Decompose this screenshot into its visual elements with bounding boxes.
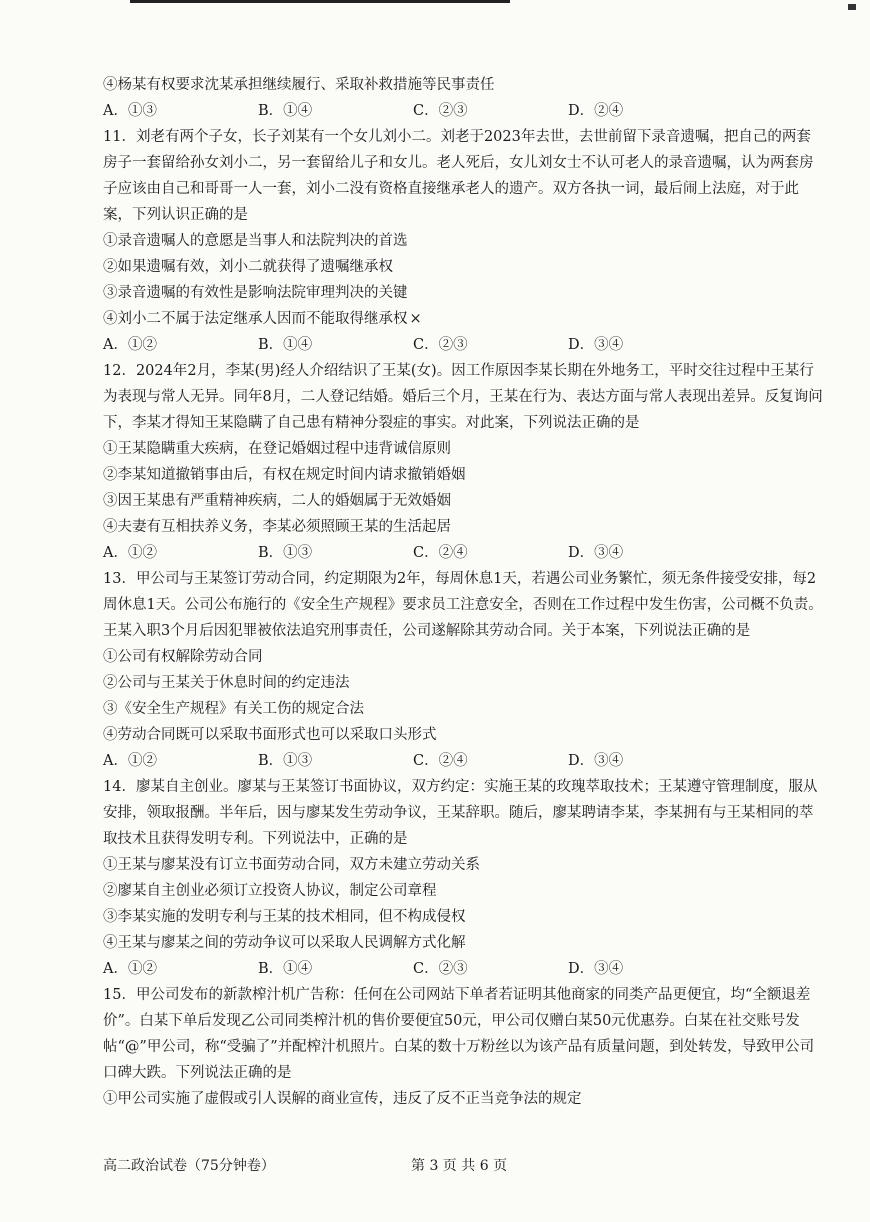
option-b: B．①③ <box>258 753 313 769</box>
question-item: ②公司与王某关于休息时间的约定违法 <box>103 675 350 691</box>
page-number: 第 3 页 共 6 页 <box>411 1158 508 1174</box>
answer-options <box>103 540 823 566</box>
exam-page <box>103 72 823 1112</box>
option-b: B．①④ <box>258 103 313 119</box>
question-item <box>103 306 823 332</box>
scan-top-rule <box>130 0 510 3</box>
option-d: D．③④ <box>568 961 624 977</box>
answer-options <box>103 748 823 774</box>
question-item: ④夫妻有互相扶养义务，李某必须照顾王某的生活起居 <box>103 519 451 535</box>
option-c: C．②③ <box>413 103 468 119</box>
item-text: ④刘小二不属于法定继承人因而不能取得继承权 <box>103 311 408 327</box>
question-stem: 13．甲公司与王某签订劳动合同，约定期限为2年，每周休息1天，若遇公司业务繁忙，须无条件接受安排，每2周休息1天。公司公布施行的《安全生产规程》要求员工注意安全，否则在工作过程中发生伤害，公司概不负责。王某入职3个月后因犯罪被依法追究刑事责任，公司遂解除其劳动合同。关于本案，下列说法正确的是 <box>103 571 823 639</box>
option-d: D．②④ <box>568 103 624 119</box>
question-item: ②李某知道撤销事由后，有权在规定时间内请求撤销婚姻 <box>103 467 466 483</box>
option-d: D．③④ <box>568 337 624 353</box>
question-item: ①录音遗嘱人的意愿是当事人和法院判决的首选 <box>103 233 408 249</box>
option-b: B．①③ <box>258 545 313 561</box>
option-a: A．①② <box>103 753 157 769</box>
question-item: ③录音遗嘱的有效性是影响法院审理判决的关键 <box>103 285 408 301</box>
question-11 <box>103 124 823 358</box>
question-12 <box>103 358 823 566</box>
question-13 <box>103 566 823 774</box>
exam-name: 高二政治试卷（75分钟卷） <box>103 1158 275 1174</box>
answer-options <box>103 332 823 358</box>
option-a: A．①② <box>103 961 157 977</box>
scan-corner-mark <box>848 4 856 10</box>
question-item: ④劳动合同既可以采取书面形式也可以采取口头形式 <box>103 727 437 743</box>
question-14 <box>103 774 823 982</box>
question-stem: 14．廖某自主创业。廖某与王某签订书面协议，双方约定：实施王某的玫瑰萃取技术；王某遵守管理制度，服从安排，领取报酬。半年后，因与廖某发生劳动争议，王某辞职。随后，廖某聘请李某，李某拥有与王某相同的萃取技术且获得发明专利。下列说法中，正确的是 <box>103 779 818 847</box>
option-a: A．①③ <box>103 103 157 119</box>
question-item: ①王某与廖某没有订立书面劳动合同，双方未建立劳动关系 <box>103 857 480 873</box>
question-item: ④杨某有权要求沈某承担继续履行、采取补救措施等民事责任 <box>103 77 495 93</box>
option-c: C．②③ <box>413 961 468 977</box>
option-a: A．①② <box>103 545 157 561</box>
option-d: D．③④ <box>568 753 624 769</box>
question-stem: 12．2024年2月，李某(男)经人介绍结识了王某(女)。因工作原因李某长期在外地务工，平时交往过程中王某行为表现与常人无异。同年8月，二人登记结婚。婚后三个月，王某在行为、表达方面与常人表现出差异。反复询问下，李某才得知王某隐瞒了自己患有精神分裂症的事实。对此案，下列说法正确的是 <box>103 363 823 431</box>
question-item: ④王某与廖某之间的劳动争议可以采取人民调解方式化解 <box>103 935 466 951</box>
question-item: ②廖某自主创业必须订立投资人协议，制定公司章程 <box>103 883 437 899</box>
question-item: ①公司有权解除劳动合同 <box>103 649 263 665</box>
question-item: ①甲公司实施了虚假或引人误解的商业宣传，违反了反不正当竞争法的规定 <box>103 1091 582 1107</box>
question-stem: 11．刘老有两个子女，长子刘某有一个女儿刘小二。刘老于2023年去世，去世前留下录音遗嘱，把自己的两套房子一套留给孙女刘小二，另一套留给儿子和女儿。老人死后，女儿刘女士不认可老人的录音遗嘱，认为两套房子应该由自己和哥哥一人一套，刘小二没有资格直接继承老人的遗产。双方各执一词，最后闹上法庭，对于此案，下列认识正确的是 <box>103 129 814 223</box>
question-stem: 15．甲公司发布的新款榨汁机广告称：任何在公司网站下单者若证明其他商家的同类产品更便宜，均“全额退差价”。白某下单后发现乙公司同类榨汁机的售价要便宜50元，甲公司仅赠白某50元优惠券。白某在社交账号发帖“@”甲公司，称“受骗了”并配榨汁机照片。白某的数十万粉丝以为该产品有质量问题，到处转发，导致甲公司口碑大跌。下列说法正确的是 <box>103 987 815 1081</box>
option-c: C．②③ <box>413 337 468 353</box>
option-b: B．①④ <box>258 961 313 977</box>
question-item: ③《安全生产规程》有关工伤的规定合法 <box>103 701 364 717</box>
question-item: ②如果遗嘱有效，刘小二就获得了遗嘱继承权 <box>103 259 393 275</box>
question-15 <box>103 982 823 1112</box>
option-d: D．③④ <box>568 545 624 561</box>
question-item: ③李某实施的发明专利与王某的技术相同，但不构成侵权 <box>103 909 466 925</box>
option-c: C．②④ <box>413 753 468 769</box>
handwritten-cross-mark: × <box>409 311 422 327</box>
answer-options <box>103 956 823 982</box>
option-b: B．①④ <box>258 337 313 353</box>
option-c: C．②④ <box>413 545 468 561</box>
answer-options <box>103 98 823 124</box>
question-item: ①王某隐瞒重大疾病，在登记婚姻过程中违背诚信原则 <box>103 441 451 457</box>
question-item: ③因王某患有严重精神疾病，二人的婚姻属于无效婚姻 <box>103 493 451 509</box>
option-a: A．①② <box>103 337 157 353</box>
